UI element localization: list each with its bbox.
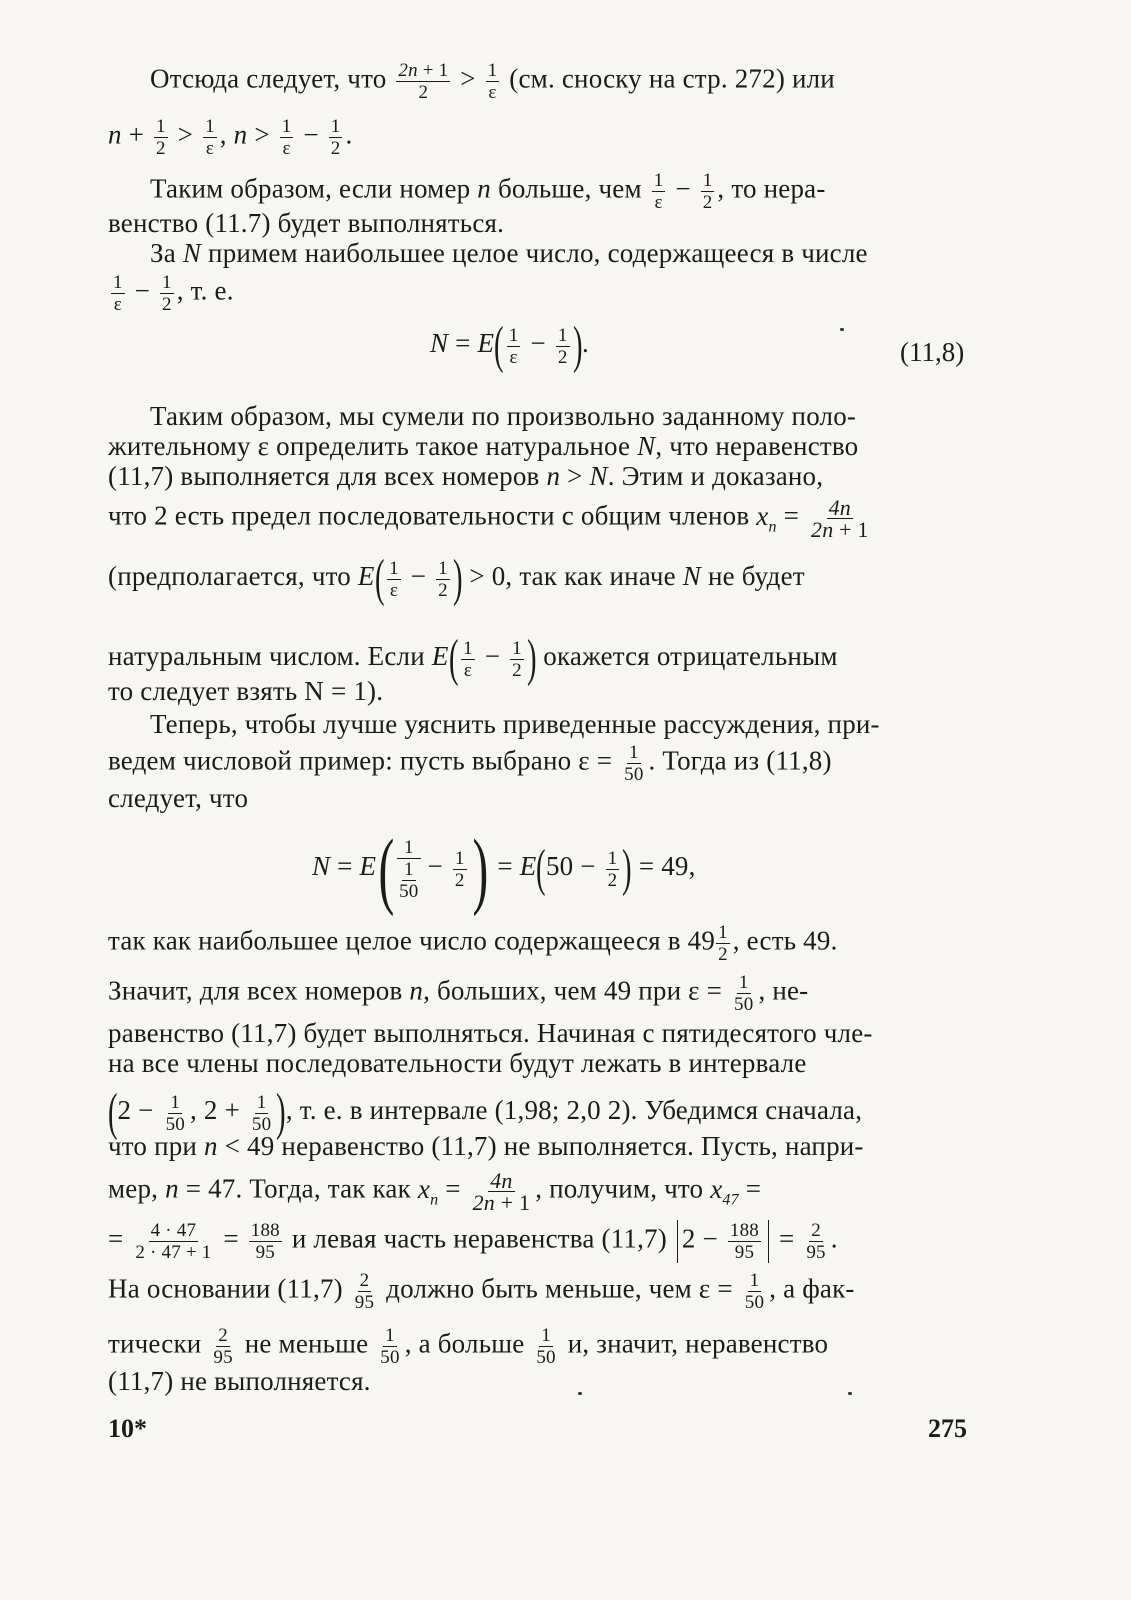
text-line: (2 − $\frac{1}{50}$ , 2 + $\frac{1}{50}$ ), т. е. в интервале (1,98; 2,0 2). Убедимся сначала, <box>107 1084 863 1141</box>
text-line: тически $\frac{2}{95}$ не меньше $\frac{1}{50}$ , а больше $\frac{1}{50}$ и, значит, неравенство <box>108 1325 829 1368</box>
text-line: Таким образом, мы сумели по произвольно заданному поло- <box>150 401 857 431</box>
equation-example: N = E( $\frac{1}{\frac{1}{50}}$ − $\frac{1}{2}$ ) = E(50 − $\frac{1}{2}$ ) = 49, <box>312 821 696 917</box>
text-line: то следует взять N = 1). <box>108 676 384 706</box>
text-line: Отсюда следует, что $\frac{2n + 1}{2}$ > $\frac{1}{\varepsilon}$ (см. сноску на стр. 272) или <box>150 60 835 103</box>
signature-mark: 10* <box>108 1414 147 1443</box>
equation-number: (11,8) <box>900 337 965 367</box>
scan-speck <box>848 1392 852 1395</box>
text-line: (11,7) не выполняется. <box>108 1366 371 1396</box>
text-line: На основании (11,7) $\frac{2}{95}$ должно быть меньше, чем ε = $\frac{1}{50}$ , а фак- <box>108 1270 855 1313</box>
text-line: так как наибольшее целое число содержащееся в 49 $\frac{1}{2}$ , есть 49. <box>108 922 838 965</box>
text-line: (предполагается, что E( $\frac{1}{\varepsilon}$ − $\frac{1}{2}$ ) > 0, так как иначе N не будет <box>108 550 805 607</box>
text-line: что при n < 49 неравенство (11,7) не выполняется. Пусть, напри- <box>108 1131 864 1161</box>
text-line: (11,7) выполняется для всех номеров n > N. Этим и доказано, <box>108 461 824 491</box>
page-number: 275 <box>928 1414 967 1443</box>
text-line: Теперь, чтобы лучше уяснить приведенные рассуждения, при- <box>150 709 880 739</box>
text-line: мер, n = 47. Тогда, так как $x_n$ = $\frac{4n}{2n + 1}$ , получим, что $x_{47}$ = <box>108 1168 762 1215</box>
scan-speck <box>840 328 844 331</box>
text-line: Таким образом, если номер n больше, чем $\frac{1}{\varepsilon}$ − $\frac{1}{2}$ , то нера- <box>150 170 826 213</box>
text-line: на все члены последовательности будут лежать в интервале <box>108 1048 807 1078</box>
text-line: За N примем наибольшее целое число, содержащееся в числе <box>150 238 868 268</box>
equation-11-8: N = E( $\frac{1}{\varepsilon}$ − $\frac{1}{2}$ ). <box>430 317 589 374</box>
text-line: $\frac{1}{\varepsilon}$ − $\frac{1}{2}$ , т. е. <box>113 272 234 315</box>
text-line: следует, что <box>108 783 249 813</box>
text-line: n + $\frac{1}{2}$ > $\frac{1}{\varepsilon}$ , n > $\frac{1}{\varepsilon}$ − $\frac{1}{2}$ . <box>108 116 353 159</box>
text-line: ведем числовой пример: пусть выбрано ε = $\frac{1}{50}$ . Тогда из (11,8) <box>108 742 832 785</box>
text-line: Значит, для всех номеров n, больших, чем 49 при ε = $\frac{1}{50}$ , не- <box>108 972 809 1015</box>
text-line: равенство (11,7) будет выполняться. Начиная с пятидесятого чле- <box>108 1018 873 1048</box>
text-line: что 2 есть предел последовательности с общим членов $x_n$ = $\frac{4n}{2n + 1}$ <box>108 495 869 542</box>
text-line: жительному ε определить такое натуральное N, что неравенство <box>108 431 859 461</box>
text-line: = $\frac{4 \cdot 47}{2 \cdot 47 + 1}$ = $\frac{188}{95}$ и левая часть неравенства (11,7) 2 − $\frac{188}{95}$ = $\frac{2}{95}$ . <box>108 1220 838 1263</box>
scan-speck <box>578 1392 582 1395</box>
text-line: натуральным числом. Если E( $\frac{1}{\varepsilon}$ − $\frac{1}{2}$ ) окажется отрицательным <box>108 630 838 687</box>
text-line: венство (11.7) будет выполняться. <box>108 208 505 238</box>
